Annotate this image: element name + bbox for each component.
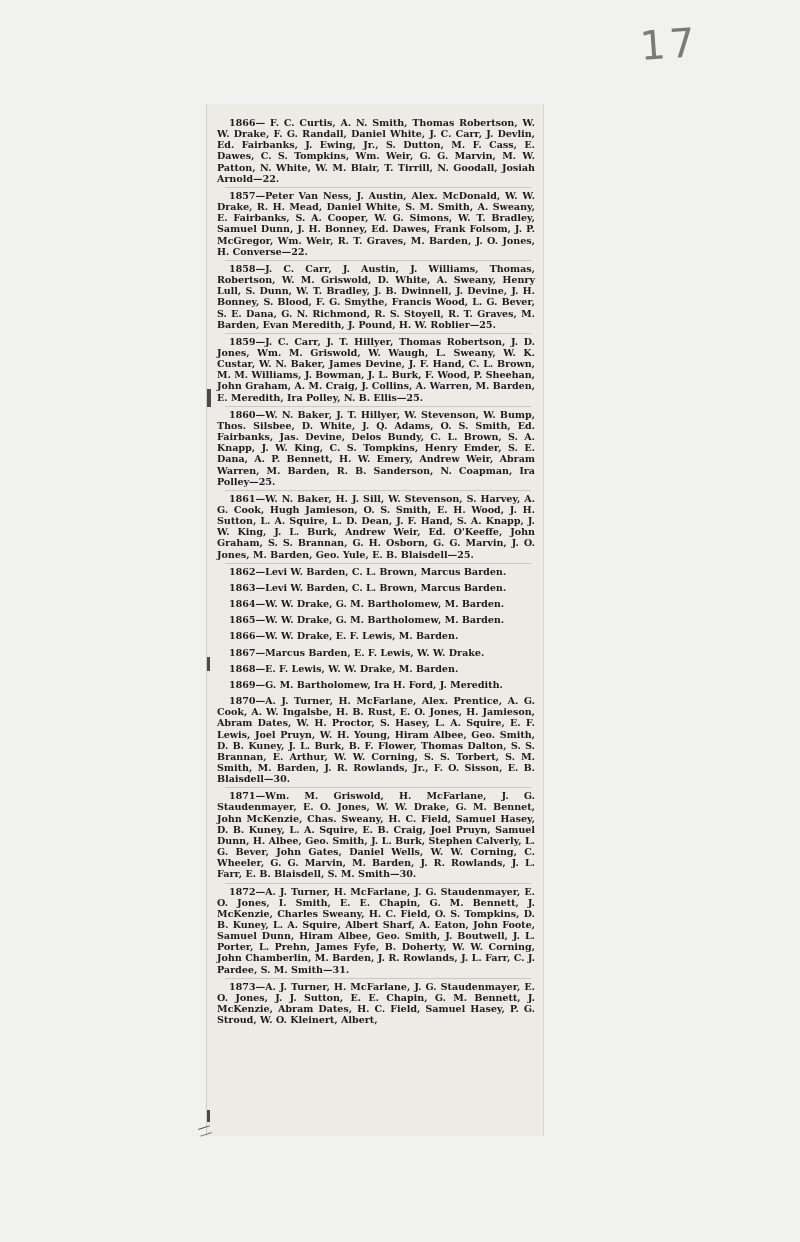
entry-1859: 1859—J. C. Carr, J. T. Hillyer, Thomas Robertson, J. D. Jones, Wm. M. Griswold, W. Waugh, L. Sweany, W. K. Custar, W. N. Baker, James Devine, J. F. Hand, C. L. Brown, M. M. Williams, J. Bowman, J. L. Burk, F. Wood, P. Sheehan, John Graham, A. M. Craig, J. Collins, A. Warren, M. Barden, E. Meredith, Ira Polley, N. B. Ellis—25. (217, 336, 535, 404)
entry-1860: 1860—W. N. Baker, J. T. Hillyer, W. Stevenson, W. Bump, Thos. Silsbee, D. White, J. Q. Adams, O. S. Smith, Ed. Fairbanks, Jas. Devine, Delos Bundy, C. L. Brown, S. A. Knapp, J. W. King, C. S. Tompkins, Henry Emder, S. E. Dana, A. P. Bennett, H. W. Emery, Andrew Weir, Abram Warren, M. Barden, R. B. Sanderson, N. Coapman, Ira Polley—25. (217, 409, 535, 488)
entry-1856: 1866— F. C. Curtis, A. N. Smith, Thomas Robertson, W. W. Drake, F. G. Randall, Daniel White, J. C. Carr, J. Devlin, Ed. Fairbanks, J. Ewing, Jr., S. Dutton, M. F. Cass, E. Dawes, C. S. Tompkins, Wm. Weir, G. G. Marvin, M. W. Patton, N. White, W. M. Blair, T. Tirrill, N. Goodall, Josiah Arnold—22. (217, 118, 535, 185)
entry-1872: 1872—A. J. Turner, H. McFarlane, J. G. Staudenmayer, E. O. Jones, I. Smith, E. E. Chapin, G. M. Bennett, J. McKenzie, Charles Sweany, H. C. Field, O. S. Tompkins, D. B. Kuney, L. A. Squire, Albert Sharf, A. Eaton, John Foote, Samuel Dunn, Hiram Albee, Geo. Smith, J. Boutwell, J. L. Porter, L. Prehn, James Fyfe, B. Doherty, W. W. Corning, John Chamberlin, M. Barden, J. R. Rowlands, J. L. Farr, C. J. Pardee, S. M. Smith—31. (217, 886, 535, 976)
page-number: 17 (638, 20, 701, 70)
entry-1868: 1868—E. F. Lewis, W. W. Drake, M. Barden. (229, 663, 459, 675)
entry-1863: 1863—Levi W. Barden, C. L. Brown, Marcus Barden. (229, 582, 507, 594)
entry-list (207, 104, 543, 1026)
divider (225, 260, 531, 261)
entry-1865: 1865—W. W. Drake, G. M. Bartholomew, M. Barden. (229, 615, 505, 627)
divider (225, 787, 531, 788)
margin-mark (207, 389, 211, 407)
entry-1873: 1873—A. J. Turner, H. McFarlane, J. G. Staudenmayer, E. O. Jones, J. J. Sutton, E. E. Chapin, G. M. Bennett, J. McKenzie, Abram Dates, H. C. Field, Samuel Hasey, P. G. Stroud, W. O. Kleinert, Albert, (217, 981, 535, 1027)
entry-1866-b: 1866—W. W. Drake, E. F. Lewis, M. Barden. (229, 631, 459, 643)
divider (225, 187, 531, 188)
divider (225, 883, 531, 884)
entry-1869: 1869—G. M. Bartholomew, Ira H. Ford, J. Meredith. (229, 679, 503, 691)
divider (225, 563, 531, 564)
entry-1861: 1861—W. N. Baker, H. J. Sill, W. Stevenson, S. Harvey, A. G. Cook, Hugh Jamieson, O. S. Smith, E. H. Wood, J. H. Sutton, L. A. Squire, L. D. Dean, J. F. Hand, S. A. Knapp, J. W. King, J. L. Burk, Andrew Weir, Ed. O'Keeffe, John Graham, S. S. Brannan, G. H. Osborn, G. G. Marvin, J. O. Jones, M. Barden, Geo. Yule, E. B. Blaisdell—25. (217, 493, 535, 561)
divider (225, 978, 531, 979)
divider (225, 406, 531, 407)
entry-1857: 1857—Peter Van Ness, J. Austin, Alex. McDonald, W. W. Drake, R. H. Mead, Daniel White, S. M. Smith, A. Sweany, E. Fairbanks, S. A. Cooper, W. G. Simons, W. T. Bradley, Samuel Dunn, J. H. Bonney, Ed. Dawes, Frank Folsom, J. P. McGregor, Wm. Weir, R. T. Graves, M. Barden, J. O. Jones, H. Converse—22. (217, 190, 535, 258)
entry-1862: 1862—Levi W. Barden, C. L. Brown, Marcus Barden. (229, 566, 507, 578)
entry-1871: 1871—Wm. M. Griswold, H. McFarlane, J. G. Staudenmayer, E. O. Jones, W. W. Drake, G. M. Bennet, John McKenzie, Chas. Sweany, H. C. Field, Samuel Hasey, D. B. Kuney, L. A. Squire, E. B. Craig, Joel Pruyn, Samuel Dunn, H. Albee, Geo. Smith, J. L. Burk, Stephen Calverly, L. G. Bever, John Gates, Daniel Wells, W. W. Corning, C. Wheeler, G. G. Marvin, M. Barden, J. R. Rowlands, J. L. Farr, E. B. Blaisdell, S. M. Smith—30. (217, 791, 535, 881)
newspaper-clipping (206, 104, 543, 1136)
divider (225, 490, 531, 491)
margin-mark (207, 657, 210, 671)
entry-1870: 1870—A. J. Turner, H. McFarlane, Alex. Prentice, A. G. Cook, A. W. Ingalsbe, H. B. Rust, E. O. Jones, H. Jamieson, Abram Dates, W. H. Proctor, S. Hasey, L. A. Squire, E. F. Lewis, Joel Pruyn, W. H. Young, Hiram Albee, Geo. Smith, D. B. Kuney, J. L. Burk, B. F. Flower, Thomas Dalton, S. S. Brannan, E. Arthur, W. W. Corning, S. S. Torbert, S. M. Smith, M. Barden, J. R. Rowlands, Jr., F. O. Sisson, E. B. Blaisdell—30. (217, 696, 535, 786)
divider (225, 333, 531, 334)
entry-1867: 1867—Marcus Barden, E. F. Lewis, W. W. Drake. (229, 647, 485, 659)
margin-mark (207, 1110, 210, 1122)
entry-1858: 1858—J. C. Carr, J. Austin, J. Williams, Thomas, Robertson, W. M. Griswold, D. White, A. Sweany, Henry Lull, S. Dunn, W. T. Bradley, J. B. Dwinnell, J. Devine, J. H. Bonney, S. Blood, F. G. Smythe, Francis Wood, L. G. Bever, S. E. Dana, G. N. Richmond, R. S. Stoyell, R. T. Graves, M. Barden, Evan Meredith, J. Pound, H. W. Roblier—25. (217, 263, 535, 331)
entry-1864: 1864—W. W. Drake, G. M. Bartholomew, M. Barden. (229, 599, 505, 611)
